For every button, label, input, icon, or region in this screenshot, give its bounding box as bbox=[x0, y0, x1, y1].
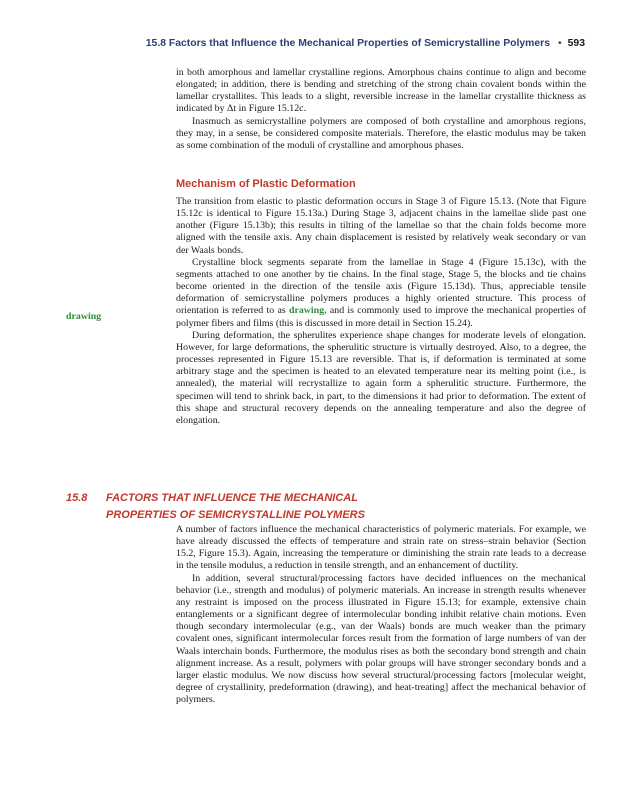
mechanism-paragraph-2 bbox=[176, 257, 586, 330]
section-number: 15.8 bbox=[66, 492, 88, 504]
mechanism-paragraph-3: During deformation, the spherulites experience shape changes for moderate levels of elongation. However, for large deformations, the spherulitic structure is virtually destroyed. Also, to a degree, the processes represented in Figure 15.13 are reversible. That is, if deformation is terminated at some arbitrary stage and the specimen is heated to an elevated temperature near its melting point (i.e., is annealed), the material will recrystallize to again form a spherulitic structure. Furthermore, the specimen will tend to shrink back, in part, to the dimensions it had prior to deformation. The extent of this shape and structural recovery depends on the annealing temperature and also the degree of elongation. bbox=[176, 329, 586, 426]
section-paragraph-2: In addition, several structural/processing factors have decided influences on the mechanical behavior (i.e., strength and modulus) of polymeric materials. An increase in strength results whenever any restraint is imposed on the process illustrated in Figure 15.13; for example, extensive chain entanglements or a significant degree of intermolecular bonding inhibit relative chain motions. Even though secondary intermolecular (e.g., van der Waals) bonds are much weaker than the primary covalent ones, significant intermolecular forces result from the formation of large numbers of van der Waals interchain bonds. Furthermore, the modulus rises as both the secondary bond strength and chain alignment increase. As a result, polymers with polar groups will have stronger secondary bonds and a larger elastic modulus. We now discuss how several structural/processing factors [molecular weight, degree of crystallinity, predeformation (drawing), and heat-treating] affect the mechanical behavior of polymers. bbox=[176, 572, 586, 706]
section-title-line-2: PROPERTIES OF SEMICRYSTALLINE POLYMERS bbox=[106, 509, 365, 521]
bullet-separator: • bbox=[558, 38, 562, 49]
margin-glossary-term: drawing bbox=[66, 311, 102, 322]
section-heading bbox=[66, 490, 365, 524]
page-number: 593 bbox=[567, 38, 585, 49]
running-head bbox=[0, 38, 585, 49]
section-paragraph-1: A number of factors influence the mechanical characteristics of polymeric materials. For example, we have already discussed the effects of temperature and strain rate on stress–strain behavior (Section 15.2, Figure 15.3). Again, increasing the temperature or diminishing the strain rate leads to a decrease in the tensile modulus, a reduction in tensile strength, and an enhancement of ductility. bbox=[176, 524, 586, 572]
intro-paragraph-1: in both amorphous and lamellar crystalline regions. Amorphous chains continue to align and become elongated; in addition, there is bending and stretching of the strong chain covalent bonds within the lamellar crystallites. This leads to a slight, reversible increase in the lamellar crystallite thickness as indicated by Δt in Figure 15.12c. bbox=[176, 67, 586, 115]
section-text bbox=[176, 524, 586, 706]
paragraph-text: and is commonly used to improve the mechanical properties of polymer fibers and films (this is discussed in more detail in Section 15.24). bbox=[176, 305, 587, 329]
mechanism-text bbox=[176, 196, 586, 427]
mechanism-paragraph-1: The transition from elastic to plastic deformation occurs in Stage 3 of Figure 15.13. (Note that Figure 15.12c is identical to Figure 15.13a.) During Stage 3, adjacent chains in the lamellae slide past one another (Figure 15.13b); this results in tilting of the lamellae so that the chain folds become more aligned with the tensile axis. Any chain displacement is resisted by relatively weak secondary or van der Waals bonds. bbox=[176, 196, 586, 256]
drawing-keyword: drawing, bbox=[288, 305, 327, 317]
intro-text bbox=[176, 67, 586, 152]
intro-paragraph-2: Inasmuch as semicrystalline polymers are composed of both crystalline and amorphous regions, they may, in a sense, be considered composite materials. Therefore, the elastic modulus may be taken as some combination of the moduli of crystalline and amorphous phases. bbox=[176, 115, 586, 151]
section-title-line-1: FACTORS THAT INFLUENCE THE MECHANICAL bbox=[106, 492, 358, 504]
subsection-heading: Mechanism of Plastic Deformation bbox=[176, 178, 356, 190]
running-head-title: 15.8 Factors that Influence the Mechanical Properties of Semicrystalline Polymers bbox=[145, 38, 551, 49]
paragraph-text: Crystalline block segments separate from the lamellae in Stage 4 (Figure 15.13c), with the segments attached to one another by tie chains. In the final stage, Stage 5, the blocks and tie chains become oriented in the direction of the tensile axis (Figure 15.13d). Thus, appreciable tensile deformation of semicrystalline polymers produces a highly oriented structure. This process of orientation is referred to as bbox=[176, 256, 586, 317]
